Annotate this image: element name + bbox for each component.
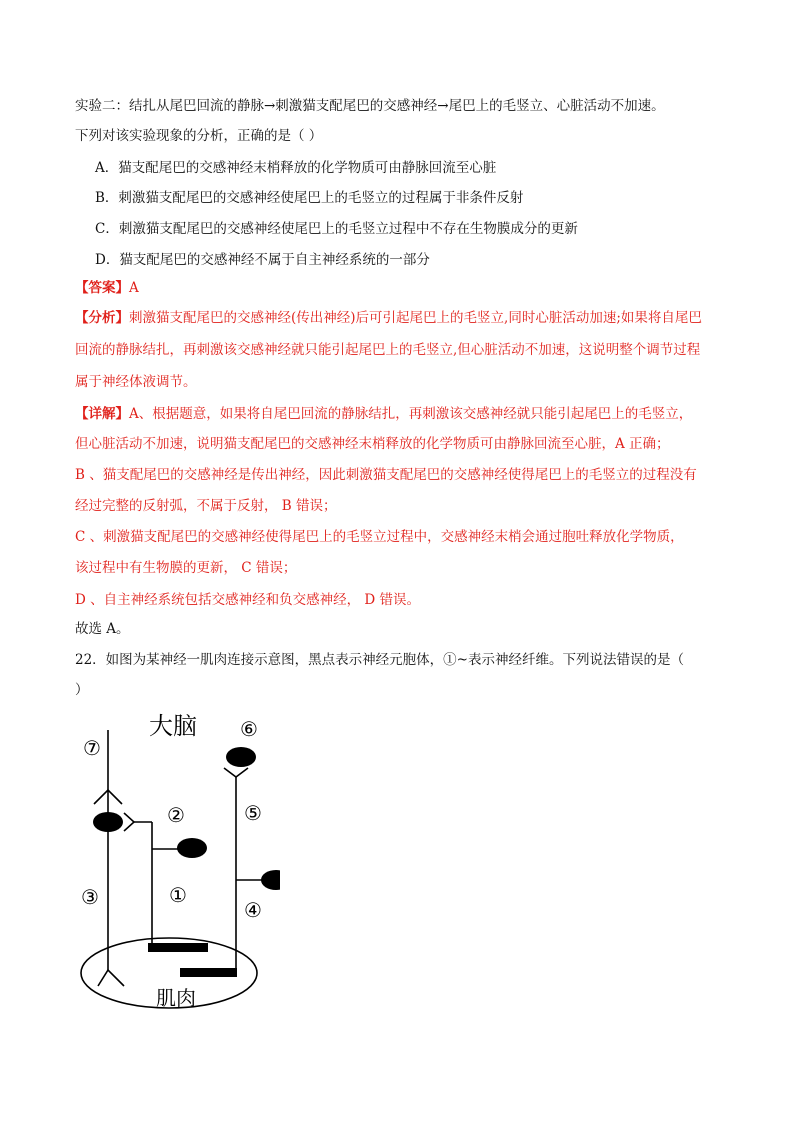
muscle-label: 肌肉: [156, 986, 196, 1010]
synapse-6: [224, 768, 248, 777]
soma-2: [93, 812, 123, 832]
conclusion: 故选 A。: [75, 621, 130, 637]
option-b: B．刺激猫支配尾巴的交感神经使尾巴上的毛竖立的过程属于非条件反射: [95, 190, 524, 206]
nerve-muscle-diagram: [70, 700, 280, 1020]
detail-text-1: A、根据题意，如果将自尾巴回流的静脉结扎，再刺激该交感神经就只能引起尾巴上的毛竖立，: [129, 406, 693, 422]
soma-4: [261, 870, 280, 890]
detail-line-7: D 、自主神经系统包括交感神经和负交感神经， D 错误。: [75, 592, 421, 608]
analysis-line-3: 属于神经体液调节。: [75, 374, 197, 390]
soma-6: [226, 747, 256, 767]
receptor-ending: [98, 970, 124, 986]
label-6: ⑥: [240, 717, 258, 741]
answer-value: A: [129, 280, 139, 296]
detail-line-6: 该过程中有生物膜的更新， C 错误；: [75, 560, 297, 576]
detail-line-5: C 、刺激猫支配尾巴的交感神经使得尾巴上的毛竖立过程中，交感神经末梢会通过胞吐释放化学物质，: [75, 529, 684, 545]
question22-line1: 22．如图为某神经一肌肉连接示意图，黑点表示神经元胞体，①~表示神经纤维。下列说法错误的是（: [75, 652, 684, 668]
detail-tag: 【详解】: [75, 406, 129, 422]
option-c: C．刺激猫支配尾巴的交感神经使尾巴上的毛竖立过程中不存在生物膜成分的更新: [95, 221, 578, 237]
question-prompt: 下列对该实验现象的分析，正确的是（ ）: [75, 128, 323, 144]
analysis-line-1: [75, 308, 702, 328]
motor-end-plate-2: [180, 968, 237, 977]
label-1: ①: [169, 883, 187, 907]
analysis-tag: 【分析】: [75, 310, 129, 326]
detail-line-4: 经过完整的反射弧，不属于反射， B 错误；: [75, 498, 337, 514]
soma-1: [177, 838, 207, 858]
analysis-text-1: 刺激猫支配尾巴的交感神经(传出神经)后可引起尾巴上的毛竖立,同时心脏活动加速;如果将自尾巴: [129, 310, 702, 326]
label-5: ⑤: [244, 801, 262, 825]
detail-line-1: [75, 404, 692, 424]
question22-line2: ）: [75, 682, 89, 698]
analysis-line-2: 回流的静脉结扎，再刺激该交感神经就只能引起尾巴上的毛竖立,但心脏活动不加速，这说明整个调节过程: [75, 342, 701, 358]
answer-tag: 【答案】: [75, 280, 129, 296]
label-7: ⑦: [83, 736, 101, 760]
brain-label: 大脑: [149, 712, 197, 740]
label-4: ④: [244, 898, 262, 922]
label-2: ②: [167, 803, 185, 827]
detail-line-3: B 、猫支配尾巴的交感神经是传出神经，因此刺激猫支配尾巴的交感神经使得尾巴上的毛竖立的过程没有: [75, 467, 697, 483]
answer-line: [75, 278, 139, 298]
option-d: D．猫支配尾巴的交感神经不属于自主神经系统的一部分: [95, 252, 430, 268]
experiment2-text: 实验二：结扎从尾巴回流的静脉→刺激猫支配尾巴的交感神经→尾巴上的毛竖立、心脏活动不加速。: [75, 98, 665, 114]
option-a: A．猫支配尾巴的交感神经末梢释放的化学物质可由静脉回流至心脏: [95, 160, 497, 176]
synapse-2: [124, 813, 134, 831]
detail-line-2: 但心脏活动不加速，说明猫支配尾巴的交感神经末梢释放的化学物质可由静脉回流至心脏，A 正确；: [75, 436, 670, 452]
label-3: ③: [81, 885, 99, 909]
motor-end-plate-1: [148, 943, 208, 952]
